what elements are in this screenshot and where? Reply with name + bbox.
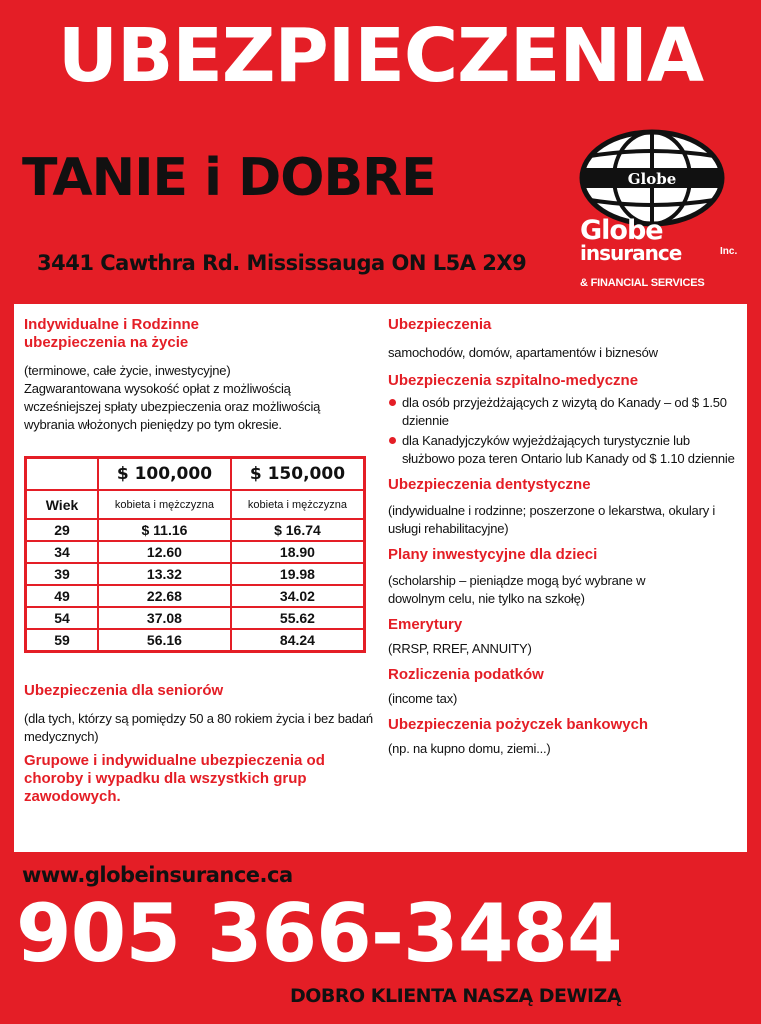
age-cell: 49 [26,585,99,607]
age-cell: 59 [26,629,99,652]
logo-insurance: insurance [580,241,682,265]
table-row [26,519,365,541]
pension-heading: Emerytury [388,616,463,633]
rate-cell: 34.02 [231,585,365,607]
rate-table-corner [26,458,99,491]
group-insurance-heading: Grupowe i indywidualne ubezpieczenia od choroby i wypadku dla wszystkich grup zawodowych. [24,752,325,805]
address: 3441 Cawthra Rd. Mississauga ON L5A 2X9 [37,251,527,275]
medical-insurance-heading: Ubezpieczenia szpitalno-medyczne [388,372,639,389]
rate-cell: 13.32 [98,563,231,585]
rate-cell: 84.24 [231,629,365,652]
website-link[interactable]: www.globeinsurance.ca [22,863,293,887]
rate-cell: 19.98 [231,563,365,585]
list-item: dla osób przyjeżdżających z wizytą do Kanady – od $ 1.50 dziennie [388,394,740,430]
seniors-section [24,682,376,806]
globe-insurance-logo [568,128,748,293]
tagline: TANIE i DOBRE [22,148,436,208]
table-row [26,629,365,652]
headline: UBEZPIECZENIA [57,13,704,99]
globe-icon [578,128,726,228]
logo-inc: Inc. [720,246,738,257]
rate-table-age-header: Wiek [26,490,99,519]
rate-table-amount-header: $ 100,000 [98,458,231,491]
general-insurance-description: samochodów, domów, apartamentów i biznesów [388,345,658,360]
general-insurance-heading: Ubezpieczenia [388,316,492,333]
svg-text:Globe: Globe [627,170,677,188]
age-cell: 54 [26,607,99,629]
tax-description: (income tax) [388,691,458,706]
rate-cell: $ 16.74 [231,519,365,541]
rate-cell: 12.60 [98,541,231,563]
rate-table-sub-header: kobieta i mężczyzna [98,490,231,519]
rate-cell: 18.90 [231,541,365,563]
loan-insurance-heading: Ubezpieczenia pożyczek bankowych [388,716,649,733]
rate-cell: 56.16 [98,629,231,652]
table-row [26,585,365,607]
bullet-icon [389,437,396,444]
medical-insurance-list [388,394,740,468]
rate-cell: 22.68 [98,585,231,607]
motto: DOBRO KLIENTA NASZĄ DEWIZĄ [290,985,622,1007]
logo-financial-services: & FINANCIAL SERVICES [580,277,705,289]
rate-cell: 55.62 [231,607,365,629]
left-column [24,316,374,434]
table-row [26,541,365,563]
right-column [388,316,740,758]
bullet-icon [389,399,396,406]
logo-name: Globe [580,215,663,246]
seniors-description: (dla tych, którzy są pomiędzy 50 a 80 rokiem życia i bez badań medycznych) [24,711,373,744]
rate-table-amount-header: $ 150,000 [231,458,365,491]
rate-cell: 37.08 [98,607,231,629]
rate-table-sub-header: kobieta i mężczyzna [231,490,365,519]
life-insurance-types: (terminowe, całe życie, inwestycyjne) [24,363,231,378]
content-panel [14,304,747,852]
phone-number: 905 366-3484 [16,887,622,980]
age-cell: 34 [26,541,99,563]
table-row [26,563,365,585]
life-insurance-heading: Indywidualne i Rodzinne ubezpieczenia na życie [24,316,200,351]
dental-insurance-heading: Ubezpieczenia dentystyczne [388,476,591,493]
children-plans-description: (scholarship – pieniądze mogą być wybrane w dowolnym celu, nie tylko na szkołę) [388,573,646,606]
list-item: dla Kanadyjczyków wyjeżdżających turystycznie lub służbowo poza teren Ontario lub Kanady od $ 1.10 dziennie [388,432,740,468]
rate-table [24,456,366,653]
tax-heading: Rozliczenia podatków [388,666,544,683]
dental-insurance-description: (indywidualne i rodzinne; poszerzone o lekarstwa, okulary i usługi rehabilitacyjne) [388,503,716,536]
age-cell: 29 [26,519,99,541]
children-plans-heading: Plany inwestycyjne dla dzieci [388,546,598,563]
life-insurance-description: Zagwarantowana wysokość opłat z możliwością wcześniejszej spłaty ubezpieczenia oraz możliwością wybrania włożonych pieniędzy po tym okresie. [24,381,321,432]
age-cell: 39 [26,563,99,585]
pension-description: (RRSP, RREF, ANNUITY) [388,641,532,656]
rate-cell: $ 11.16 [98,519,231,541]
loan-insurance-description: (np. na kupno domu, ziemi...) [388,741,551,756]
table-row [26,607,365,629]
seniors-heading: Ubezpieczenia dla seniorów [24,682,224,699]
